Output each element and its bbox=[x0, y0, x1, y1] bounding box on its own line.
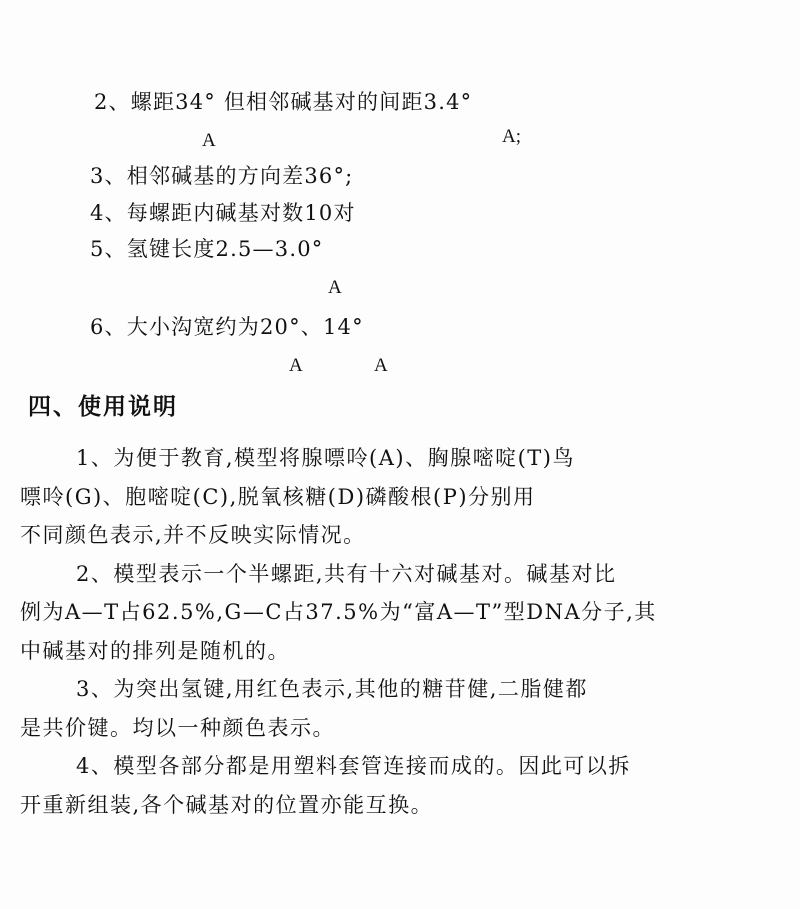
spec-item-6-unit-b: A bbox=[374, 355, 388, 376]
usage-instructions bbox=[20, 439, 770, 824]
spec-item-5: 5、氢键长度2.5—3.0° bbox=[90, 237, 324, 261]
spec-item-6: 6、大小沟宽约为20°、14° bbox=[90, 315, 364, 339]
spec-item-2-unit-a: A bbox=[202, 130, 216, 151]
paragraph-4-line-1: 4、模型各部分都是用塑料套管连接而成的。因此可以拆 bbox=[76, 754, 631, 778]
spec-item-6-unit-a: A bbox=[289, 355, 303, 376]
spec-item-3: 3、相邻碱基的方向差36°; bbox=[90, 164, 354, 188]
paragraph-1-line-2: 嘌呤(G)、胞嘧啶(C),脱氧核糖(D)磷酸根(P)分别用 bbox=[20, 484, 536, 509]
spec-item-4: 4、每螺距内碱基对数10对 bbox=[90, 201, 356, 225]
spec-item-5-unit: A bbox=[328, 277, 342, 298]
paragraph-2-line-1: 2、模型表示一个半螺距,共有十六对碱基对。碱基对比 bbox=[76, 561, 617, 586]
paragraph-1-line-1: 1、为便于教育,模型将腺嘌呤(A)、胸腺嘧啶(T)鸟 bbox=[76, 446, 575, 470]
spec-item-2-unit-b: A; bbox=[502, 126, 521, 147]
paragraph-2-line-2: 例为A—T占62.5%,G—C占37.5%为“富A—T”型DNA分子,其 bbox=[20, 600, 657, 624]
spec-item-2: 2、螺距34° 但相邻碱基对的间距3.4° bbox=[94, 90, 473, 114]
section-heading: 四、使用说明 bbox=[28, 394, 178, 420]
paragraph-1-line-3: 不同颜色表示,并不反映实际情况。 bbox=[20, 523, 366, 547]
paragraph-3-line-1: 3、为突出氢键,用红色表示,其他的糖苷健,二脂健都 bbox=[76, 677, 588, 701]
paragraph-2-line-3: 中碱基对的排列是随机的。 bbox=[20, 638, 290, 663]
paragraph-3-line-2: 是共价键。均以一种颜色表示。 bbox=[20, 715, 335, 740]
paragraph-4-line-2: 开重新组装,各个碱基对的位置亦能互换。 bbox=[20, 792, 434, 817]
